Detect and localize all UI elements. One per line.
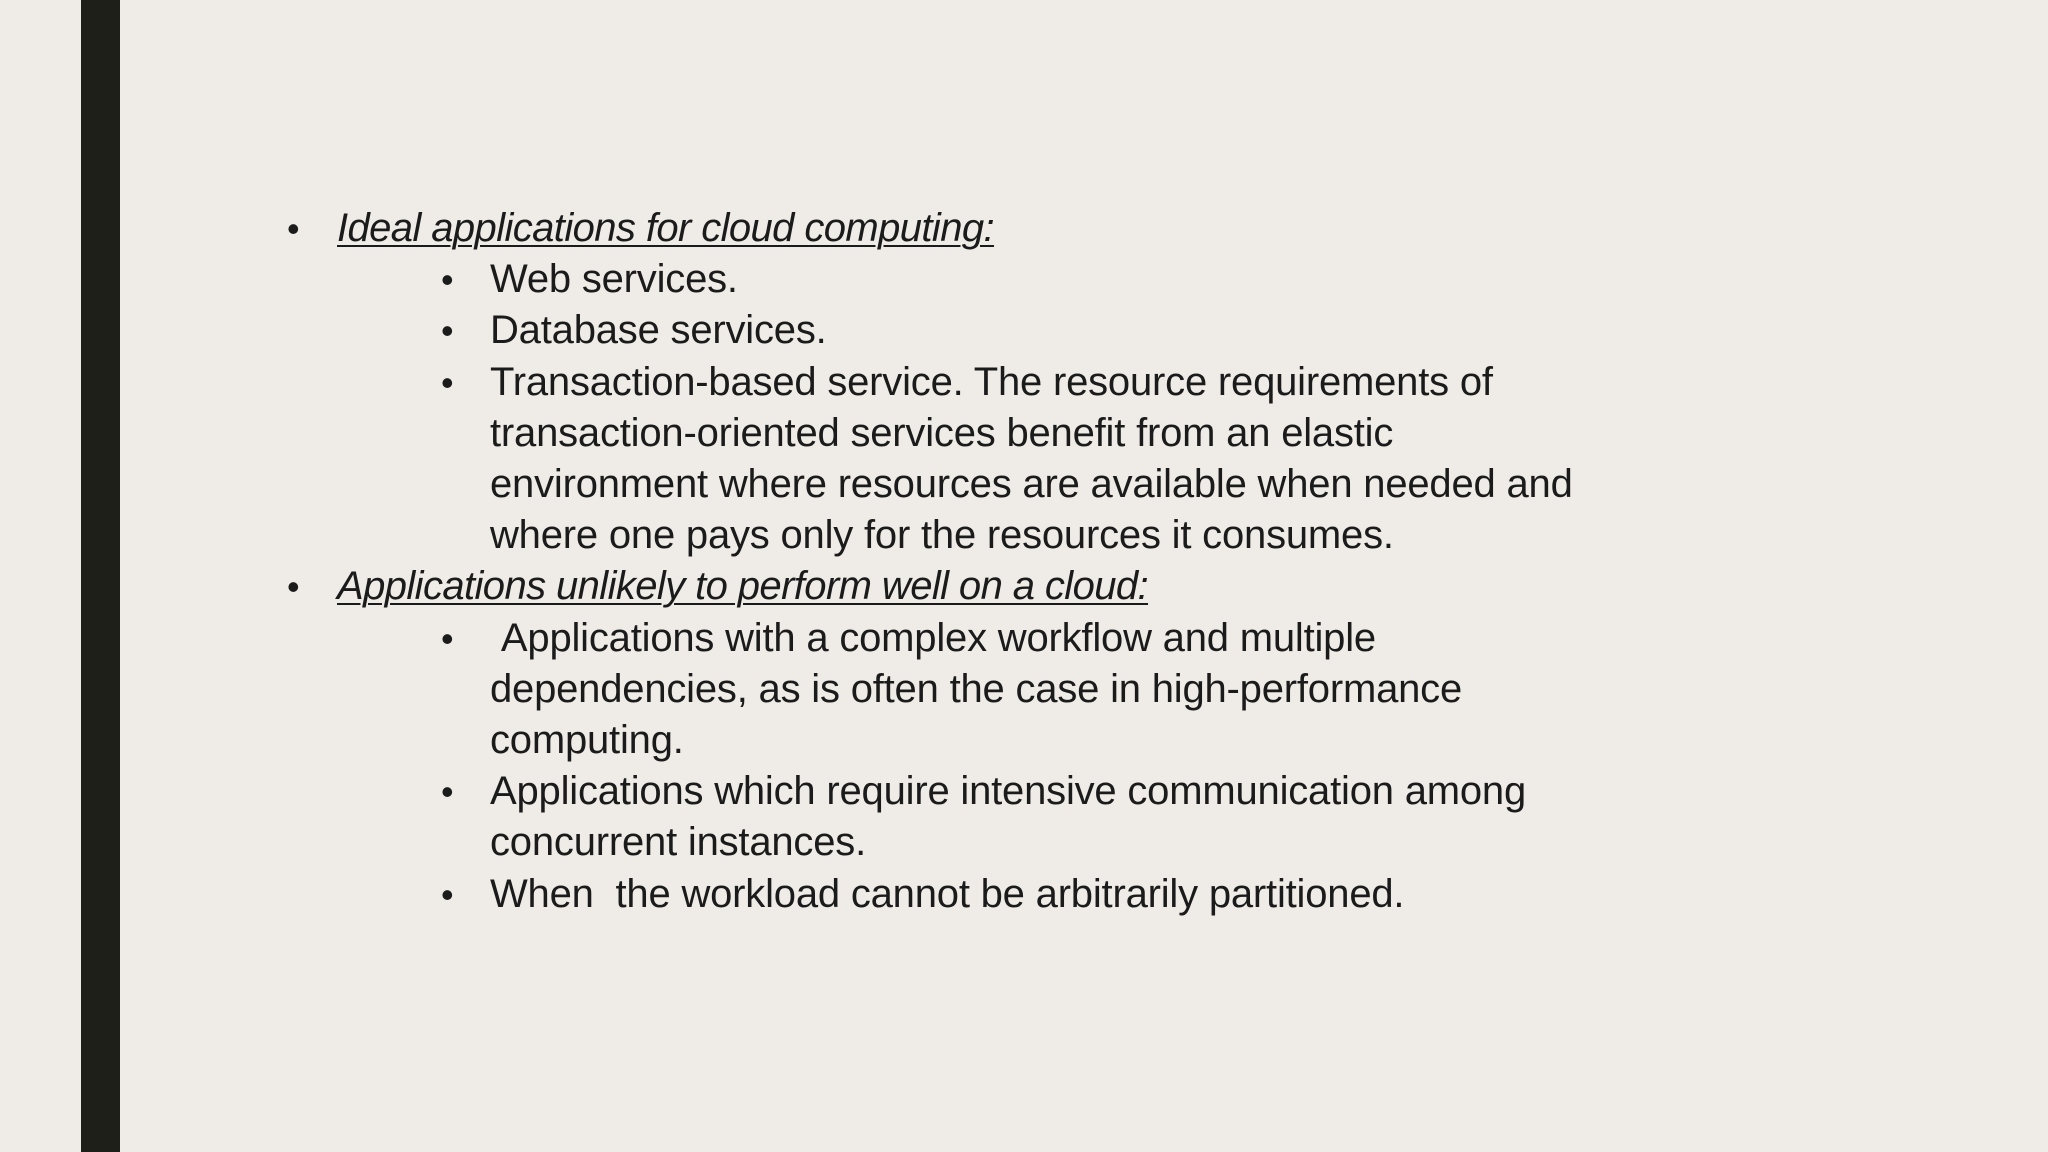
bullet-icon: • xyxy=(441,361,454,403)
list-item xyxy=(0,305,2048,356)
bullet-icon: • xyxy=(441,873,454,915)
list-item-text: Applications with a complex workflow and multiple dependencies, as is often the case in high-performance computing. xyxy=(490,615,1473,763)
list-item xyxy=(0,613,2048,767)
list-item-text: Applications which require intensive communication among concurrent instances. xyxy=(490,769,1527,865)
slide-body xyxy=(0,203,2048,920)
list-item-text: When the workload cannot be arbitrarily partitioned. xyxy=(490,871,1405,916)
bullet-icon: • xyxy=(287,208,300,249)
section-heading-unlikely xyxy=(0,561,2048,612)
bullet-icon: • xyxy=(441,771,454,813)
bullet-icon: • xyxy=(441,259,454,301)
heading-text: Ideal applications for cloud computing: xyxy=(337,206,995,250)
bullet-icon: • xyxy=(441,310,454,352)
list-item-text: Web services. xyxy=(490,257,738,302)
bullet-icon: • xyxy=(287,566,300,608)
bullet-icon: • xyxy=(441,617,454,659)
list-item xyxy=(0,766,2048,868)
list-item xyxy=(0,869,2048,920)
list-item xyxy=(0,357,2048,562)
list-item-text: Database services. xyxy=(490,308,827,353)
section-heading-ideal xyxy=(0,203,2048,254)
heading-text: Applications unlikely to perform well on a cloud: xyxy=(337,564,1149,609)
list-item-text: Transaction-based service. The resource requirements of transaction-oriented services benefit from an elastic environment where resources are available when needed and where one pays only for the resources it consumes. xyxy=(490,359,1573,558)
list-item xyxy=(0,254,2048,305)
